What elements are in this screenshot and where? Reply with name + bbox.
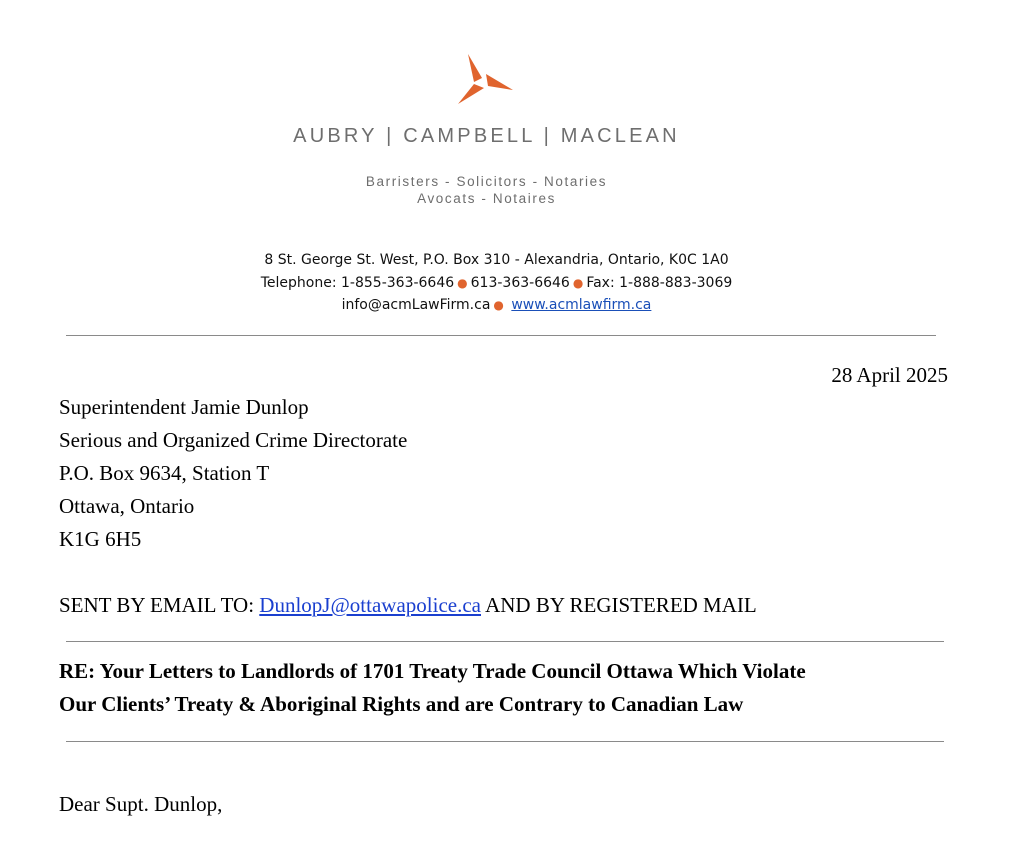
subject-bottom-divider [66, 741, 944, 742]
delivery-method-line [59, 589, 757, 622]
recipient-po-box: P.O. Box 9634, Station T [59, 461, 270, 485]
firm-name: AUBRY | CAMPBELL | MACLEAN [293, 125, 680, 147]
telephone-label: Telephone: [260, 275, 337, 291]
sent-by-prefix: SENT BY EMAIL TO: [59, 593, 255, 617]
firm-address: 8 St. George St. West, P.O. Box 310 - Alexandria, Ontario, K0C 1A0 [264, 252, 729, 268]
letter-date: 28 April 2025 [831, 363, 948, 387]
bullet-icon: ● [493, 298, 504, 312]
firm-web-line [0, 297, 993, 313]
recipient-name: Superintendent Jamie Dunlop [59, 395, 309, 419]
bullet-icon: ● [457, 276, 468, 290]
fax-label: Fax: [586, 275, 615, 291]
firm-email: info@acmLawFirm.ca [341, 297, 491, 313]
firm-tagline-english: Barristers - Solicitors - Notaries [365, 174, 608, 189]
recipient-postal-code: K1G 6H5 [59, 527, 142, 551]
recipient-email-link[interactable]: DunlopJ@ottawapolice.ca [259, 593, 481, 617]
firm-phone-line [0, 275, 993, 291]
salutation: Dear Supt. Dunlop, [59, 792, 223, 816]
subject-line-2: Our Clients’ Treaty & Aboriginal Rights and are Contrary to Canadian Law [59, 692, 744, 716]
recipient-address-block [59, 391, 407, 556]
firm-website-link[interactable]: www.acmlawfirm.ca [511, 297, 652, 313]
bullet-icon: ● [572, 276, 584, 290]
firm-tagline-french: Avocats - Notaires [417, 191, 556, 206]
telephone-tollfree: 1-855-363-6646 [341, 275, 455, 291]
telephone-local: 613-363-6646 [470, 275, 570, 291]
subject-line-1: RE: Your Letters to Landlords of 1701 Treaty Trade Council Ottawa Which Violate [59, 659, 806, 683]
recipient-directorate: Serious and Organized Crime Directorate [59, 428, 408, 452]
fax-number: 1-888-883-3069 [619, 275, 733, 291]
tri-blade-logo-icon [456, 52, 514, 106]
sent-by-suffix: AND BY REGISTERED MAIL [485, 593, 757, 617]
subject-heading [59, 655, 806, 721]
recipient-city: Ottawa, Ontario [59, 494, 195, 518]
subject-top-divider [66, 641, 944, 642]
letterhead-divider [66, 335, 936, 336]
